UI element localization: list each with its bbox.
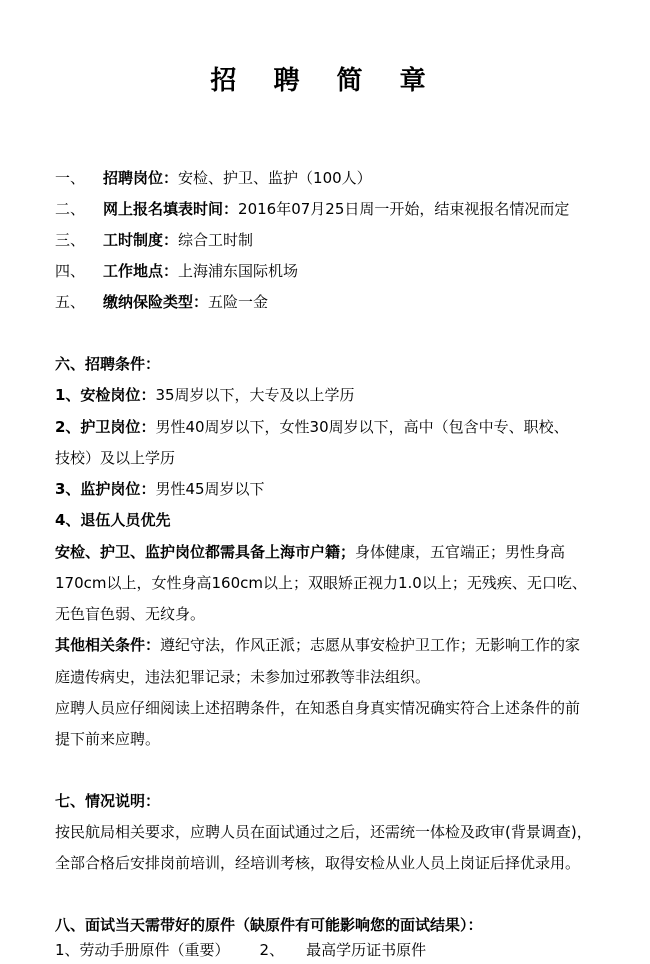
requirements-text: 安检、护卫、监护岗位都需具备上海市户籍；身体健康，五官端正；男性身高 <box>55 543 566 561</box>
conditions-heading: 六、招聘条件： <box>55 355 161 373</box>
basic-item: 五、 缴纳保险类型：五险一金 <box>55 293 269 311</box>
condition-item-cont: 技校）及以上学历 <box>55 449 176 467</box>
basic-item: 一、 招聘岗位：安检、护卫、监护（100人） <box>55 169 372 187</box>
note-text: 提下前来应聘。 <box>55 730 161 748</box>
condition-item: 1、安检岗位：35周岁以下，大专及以上学历 <box>55 386 355 404</box>
basic-item: 二、 网上报名填表时间：2016年07月25日周一开始，结束视报名情况而定 <box>55 200 570 218</box>
situation-heading: 七、情况说明： <box>55 792 161 810</box>
documents-list: 1、劳动手册原件（重要） 2、 最高学历证书原件 <box>55 941 427 959</box>
requirements-text: 无色盲色弱、无纹身。 <box>55 605 206 623</box>
other-conditions: 其他相关条件：遵纪守法，作风正派；志愿从事安检护卫工作；无影响工作的家 <box>55 636 581 654</box>
situation-text: 按民航局相关要求，应聘人员在面试通过之后，还需统一体检及政审(背景调查)， <box>55 823 592 841</box>
condition-item: 4、退伍人员优先 <box>55 511 171 529</box>
requirements-text: 170cm以上，女性身高160cm以上；双眼矫正视力1.0以上；无残疾、无口吃、 <box>55 574 587 592</box>
condition-item: 3、监护岗位：男性45周岁以下 <box>55 480 265 498</box>
basic-item: 四、 工作地点：上海浦东国际机场 <box>55 262 299 280</box>
page-title: 招 聘 简 章 <box>210 66 440 96</box>
situation-text: 全部合格后安排岗前培训，经培训考核，取得安检从业人员上岗证后择优录用。 <box>55 854 581 872</box>
other-conditions: 庭遗传病史，违法犯罪记录；未参加过邪教等非法组织。 <box>55 668 431 686</box>
condition-item: 2、护卫岗位：男性40周岁以下，女性30周岁以下，高中（包含中专、职校、 <box>55 418 569 436</box>
basic-item: 三、 工时制度：综合工时制 <box>55 231 254 249</box>
note-text: 应聘人员应仔细阅读上述招聘条件，在知悉自身真实情况确实符合上述条件的前 <box>55 699 581 717</box>
documents-heading: 八、面试当天需带好的原件（缺原件有可能影响您的面试结果）： <box>55 916 483 934</box>
